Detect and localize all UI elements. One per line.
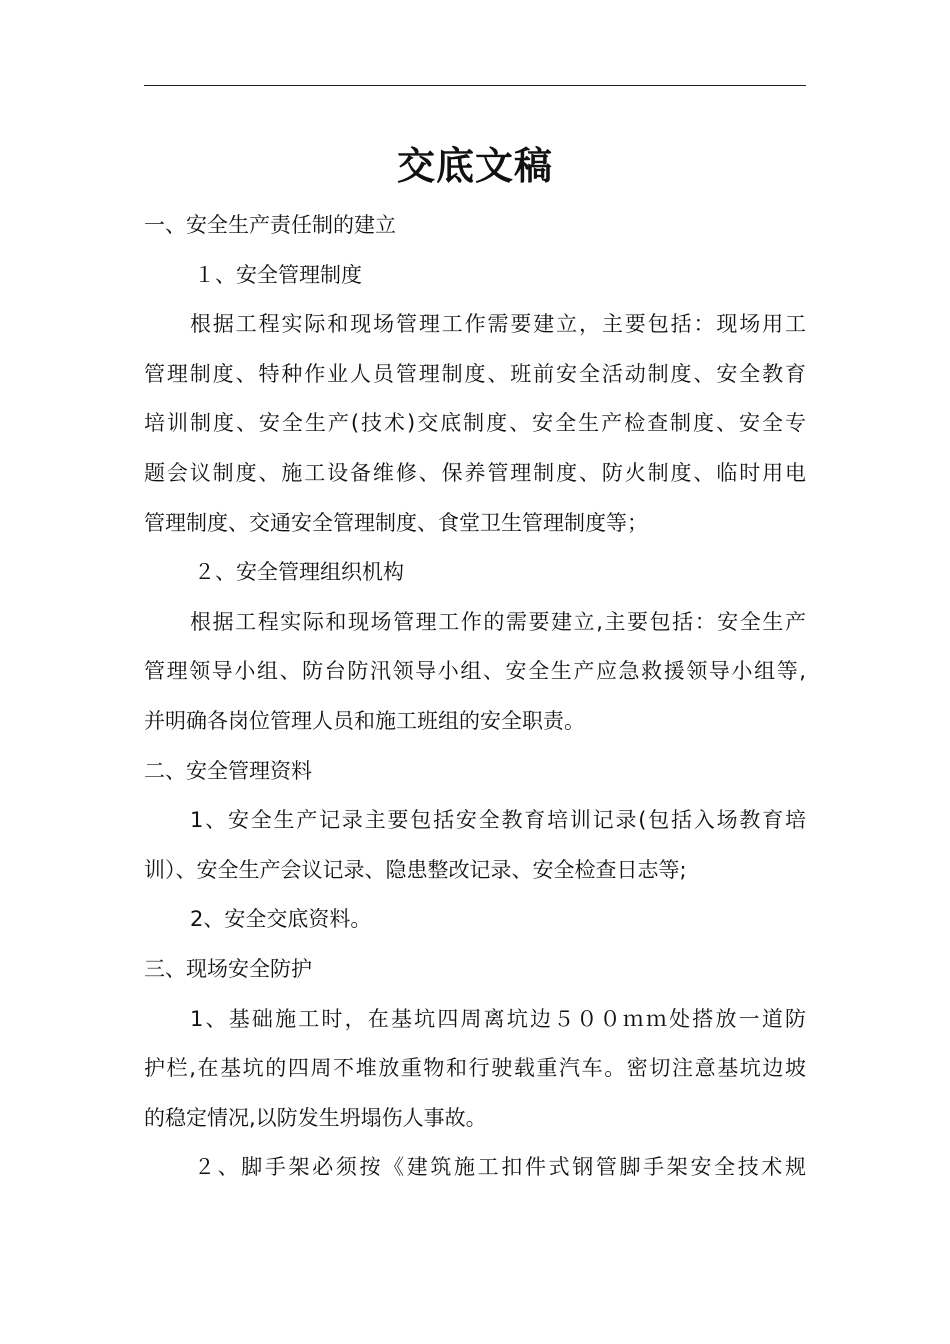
paragraph-line: 管理制度、特种作业人员管理制度、班前安全活动制度、安全教育 [144, 361, 806, 386]
subsection-heading-1-1: １、安全管理制度 [194, 262, 362, 287]
paragraph-line: 并明确各岗位管理人员和施工班组的安全职责。 [144, 708, 585, 733]
paragraph-line: 2、安全交底资料。 [190, 907, 372, 932]
section-heading-1: 一、安全生产责任制的建立 [144, 213, 396, 237]
paragraph-line: 根据工程实际和现场管理工作的需要建立,主要包括：安全生产 [190, 609, 806, 634]
paragraph-line: 1、安全生产记录主要包括安全教育培训记录(包括入场教育培 [190, 808, 806, 833]
paragraph-line: 题会议制度、施工设备维修、保养管理制度、防火制度、临时用电 [144, 460, 806, 485]
paragraph-line: 护栏,在基坑的四周不堆放重物和行驶载重汽车。密切注意基坑边坡 [144, 1056, 806, 1081]
paragraph-line: 培训制度、安全生产(技术)交底制度、安全生产检查制度、安全专 [144, 411, 806, 436]
paragraph-line: 1、基础施工时，在基坑四周离坑边５００ｍｍ处搭放一道防 [190, 1006, 806, 1031]
paragraph-line: 的稳定情况,以防发生坍塌伤人事故。 [144, 1105, 487, 1130]
paragraph-line: 训）、安全生产会议记录、隐患整改记录、安全检查日志等; [144, 857, 687, 882]
subsection-heading-1-2: ２、安全管理组织机构 [194, 560, 404, 585]
section-heading-2: 二、安全管理资料 [144, 758, 312, 783]
document-body [144, 201, 806, 1193]
header-rule [144, 85, 806, 86]
paragraph-line: ２、脚手架必须按《建筑施工扣件式钢管脚手架安全技术规 [194, 1155, 806, 1180]
document-title: 交底文稿 [396, 144, 553, 188]
paragraph-line: 根据工程实际和现场管理工作需要建立，主要包括：现场用工 [190, 312, 806, 337]
paragraph-line: 管理制度、交通安全管理制度、食堂卫生管理制度等； [144, 510, 648, 535]
section-heading-3: 三、现场安全防护 [144, 956, 312, 981]
paragraph-line: 管理领导小组、防台防汛领导小组、安全生产应急救援领导小组等, [144, 659, 806, 684]
